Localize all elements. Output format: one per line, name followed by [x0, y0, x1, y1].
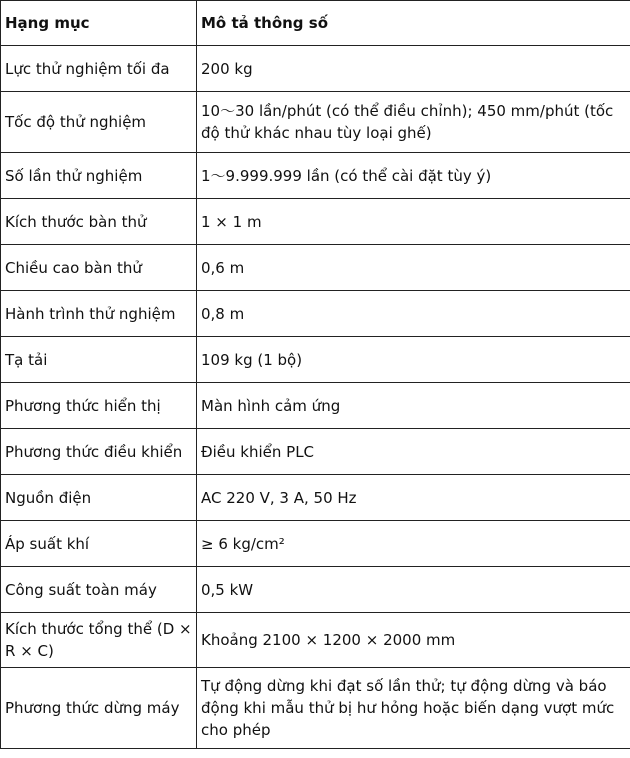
row-value: ≥ 6 kg/cm²: [197, 521, 630, 567]
row-value: AC 220 V, 3 A, 50 Hz: [197, 475, 630, 521]
table-row: [1, 668, 630, 749]
table-row: [1, 92, 630, 153]
row-label: Kích thước tổng thể (D × R × C): [1, 613, 197, 668]
table-row: [1, 567, 630, 613]
table-row: [1, 383, 630, 429]
row-value: 10～30 lần/phút (có thể điều chỉnh); 450 mm/phút (tốc độ thử khác nhau tùy loại ghế): [197, 92, 630, 153]
row-value: 0,8 m: [197, 291, 630, 337]
table-row: [1, 46, 630, 92]
row-label: Hành trình thử nghiệm: [1, 291, 197, 337]
table-row: [1, 291, 630, 337]
row-label: Lực thử nghiệm tối đa: [1, 46, 197, 92]
row-value: Tự động dừng khi đạt số lần thử; tự động dừng và báo động khi mẫu thử bị hư hỏng hoặc biến dạng vượt mức cho phép: [197, 668, 630, 749]
table-row: [1, 153, 630, 199]
row-label: Số lần thử nghiệm: [1, 153, 197, 199]
row-label: Nguồn điện: [1, 475, 197, 521]
table-row: [1, 245, 630, 291]
row-value: Màn hình cảm ứng: [197, 383, 630, 429]
row-value: 0,5 kW: [197, 567, 630, 613]
row-value: Điều khiển PLC: [197, 429, 630, 475]
row-value: 0,6 m: [197, 245, 630, 291]
table-row: [1, 521, 630, 567]
table-row: [1, 475, 630, 521]
table-row: [1, 337, 630, 383]
row-label: Phương thức điều khiển: [1, 429, 197, 475]
table-header-row: [1, 1, 630, 46]
row-label: Phương thức dừng máy: [1, 668, 197, 749]
table-row: [1, 199, 630, 245]
row-value: 200 kg: [197, 46, 630, 92]
row-value: 109 kg (1 bộ): [197, 337, 630, 383]
row-label: Công suất toàn máy: [1, 567, 197, 613]
table-row: [1, 613, 630, 668]
row-value: Khoảng 2100 × 1200 × 2000 mm: [197, 613, 630, 668]
row-label: Phương thức hiển thị: [1, 383, 197, 429]
table-row: [1, 429, 630, 475]
column-header-description: Mô tả thông số: [197, 1, 630, 46]
row-value: 1 × 1 m: [197, 199, 630, 245]
row-label: Áp suất khí: [1, 521, 197, 567]
row-label: Tốc độ thử nghiệm: [1, 92, 197, 153]
row-label: Chiều cao bàn thử: [1, 245, 197, 291]
column-header-item: Hạng mục: [1, 1, 197, 46]
row-value: 1～9.999.999 lần (có thể cài đặt tùy ý): [197, 153, 630, 199]
row-label: Kích thước bàn thử: [1, 199, 197, 245]
row-label: Tạ tải: [1, 337, 197, 383]
